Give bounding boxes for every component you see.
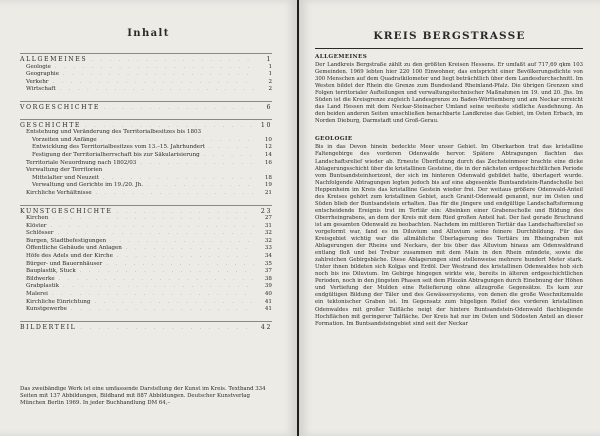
- toc-rule: [20, 205, 272, 206]
- toc-entry-page: 37: [264, 268, 272, 275]
- toc-entry-page: 35: [264, 260, 272, 267]
- toc-entry-page: 2: [268, 78, 272, 85]
- toc-leader-dots: [126, 245, 254, 253]
- toc-entry: [20, 56, 272, 64]
- toc-entry-label: Kirchliche Verhältnisse: [26, 189, 92, 196]
- toc-leader-dots: [55, 64, 254, 72]
- toc-entry: [20, 79, 272, 87]
- toc-entry: [20, 268, 272, 276]
- toc-entry: [20, 122, 272, 130]
- toc-leader-dots: [103, 175, 254, 183]
- toc-entry-page: 16: [264, 159, 272, 166]
- table-of-contents: [20, 52, 272, 331]
- toc-leader-dots: [209, 144, 254, 152]
- toc-leader-dots: [50, 223, 254, 231]
- toc-entry: [20, 129, 272, 137]
- toc-leader-dots: [96, 190, 254, 198]
- toc-leader-dots: [80, 268, 254, 276]
- toc-entry: [20, 144, 272, 152]
- toc-entry: [20, 223, 272, 231]
- toc-entry: [20, 245, 272, 253]
- toc-leader-dots: [63, 71, 254, 79]
- toc-leader-dots: [59, 276, 254, 284]
- toc-entry-label: VORGESCHICHTE: [20, 103, 100, 111]
- toc-leader-dots: [110, 238, 254, 246]
- toc-entry-page: 10: [264, 136, 272, 143]
- toc-entry-page: 21: [264, 189, 272, 196]
- toc-entry: [20, 104, 272, 112]
- toc-rule: [20, 53, 272, 54]
- toc-entry-label: Burgen, Stadtbefestigungen: [26, 237, 107, 244]
- toc-leader-dots: [104, 105, 254, 113]
- toc-entry: [20, 208, 272, 216]
- toc-leader-dots: [52, 215, 254, 223]
- toc-entry-label: Bürger- und Bauernhäuser: [26, 260, 103, 267]
- toc-entry-page: 1: [266, 56, 272, 63]
- publisher-note: Das zweibändige Werk ist eine umfassende Darstellung der Kunst im Kreis. Textband 334 Seiten mit 137 Abbildungen, Bildband mit 887 Abbildungen. Deutscher Kunstverlag München Berlin 1969. In jeder Buchhandlung DM 64,–: [20, 386, 266, 406]
- toc-leader-dots: [95, 299, 255, 307]
- toc-entry-page: 18: [264, 174, 272, 181]
- toc-entry: [20, 253, 272, 261]
- toc-rule: [20, 119, 272, 120]
- toc-entry: [20, 64, 272, 72]
- toc-entry-label: ALLGEMEINES: [20, 56, 88, 63]
- toc-entry: [20, 215, 272, 223]
- toc-entry: [20, 167, 272, 175]
- toc-entry: [20, 86, 272, 94]
- toc-entry-page: 23: [260, 207, 272, 215]
- toc-entry-label: Malerei: [26, 291, 48, 298]
- toc-entry: [20, 283, 272, 291]
- toc-entry-label: Verwaltung der Territorien: [26, 167, 103, 174]
- toc-entry-label: Entwicklung des Territorialbesitzes vom 13.–15. Jahrhundert: [32, 144, 206, 151]
- toc-entry-label: GESCHICHTE: [20, 121, 82, 129]
- toc-leader-dots: [147, 182, 254, 190]
- toc-entry-page: 1: [268, 71, 272, 78]
- toc-entry-label: Klöster: [26, 222, 47, 229]
- toc-entry-label: Bildwerke: [26, 275, 55, 282]
- toc-entry: [20, 152, 272, 160]
- toc-entry: [20, 291, 272, 299]
- section-heading-geologie: GEOLOGIE: [315, 136, 353, 143]
- toc-entry-page: 12: [264, 144, 272, 151]
- chapter-title: KREIS BERGSTRASSE: [373, 30, 526, 42]
- toc-entry-label: Schlösser: [26, 230, 54, 237]
- toc-entry: [20, 190, 272, 198]
- toc-entry-page: 33: [264, 245, 272, 252]
- toc-leader-dots: [52, 291, 254, 299]
- toc-entry-page: 39: [264, 283, 272, 290]
- toc-leader-dots: [80, 325, 254, 333]
- toc-entry-page: 19: [264, 182, 272, 189]
- section-text-geologie: Bis in das Devon hinein bedeckte Meer unser Gebiet. Im Oberkarbon trat das kristalline Faltengebirge des vorderen Odenwalde hervor. Spätere Abtragungen flachten das Landschaftsrelief wieder ab. Erneute Überflutung durch das Zechsteinmeer brachte eine dicke Ablagerungsschicht über die kristallinen Gesteine, die in der nächsten erdgeschichtlichen Periode vom Buntsandsteinhorizont, der sich im hinteren Odenwald gebildet hatte, überlagert wurde. Nachfolgende Abtragungen legten jedoch bis auf eine abgesenkte Buntsandstein-Randscholle bei Heppenheim im Kreis das kristalline Gestein wieder frei. Der weitaus größere Odenwald-Anteil des Kreises gehört zum kristallinen Gebiet, auch Granit-Odenwald genannt, nur im Osten und Süden blieb der Buntsandstein erhalten. Das für die jüngere und endgültige Landschaftsformung entscheidende Ereignis trat im Tertiär ein: Absinken einer Grabenscholle und Bildung des Oberrheingrabens, an dem der Kreis mit dem Ried großen Anteil hat. Der fast gerade Bruchrand ist am gesamten Odenwald zu beobachten. Nachdem im mittleren Tertiär das Landschaftsrelief so vorgeformt war, fand es im Diluvium und Alluvium seine feinere Durchbildung. Für das Kreisgebiet wichtig war die allmähliche Überlagerung des Tertiärs im Rheingraben mit Ablagerungen der Rheins und Neckars, der bis über das Alluvium hinaus am Odenwaldrand entlang floß und bei Trebur zusammen mit dem Main in den Rhein mündete, sowie die zahlreichen Gebirgsbäche. Diese Ablagerungen sind stellenweise mehrere hundert Meter stark. Unter ihnen bildeten sich Kolgas und Erdöl. Der Westrand des kristallinen Odenwaldes hob sich noch bis ins Diluvium. Im Gebirge hingegen wirkte wie, bereits in älteren erdgeschichtlichen Perioden, noch in den jüngsten Phasen seit dem Pliozän Abtragungen durch Einebnung der Höhen und Vertiefung der Mulden eine Reliefierung ohne allzugroße Gegensätze. Es kam zur endgültigen Bildung der Täler und des Gewässersystems, von denen die große Weschnitzmulde ein tektonischer Graben ist. Im Gegensatz zum hügeligen Relief des vorderen kristallinen Odenwaldes mit großer Talfläche neigt der hintere Buntsandstein-Odenwald flachliegende Hochflächen mit geringerer Talfläche. Der Kreis hat nur im Osten und Südosten Anteil an dieser Formation. Im Buntsandsteingebiet sind seit der Neckar: [315, 144, 583, 327]
- toc-entry-label: Bauplastik, Stuck: [26, 268, 76, 275]
- toc-entry-label: BILDERTEIL: [20, 323, 77, 331]
- chapter-body: [315, 48, 583, 328]
- toc-entry: [20, 71, 272, 79]
- toc-entry: [20, 137, 272, 145]
- toc-entry-label: Wirtschaft: [26, 86, 56, 93]
- toc-rule: [20, 101, 272, 102]
- toc-entry-label: Öffentliche Gebäude und Anlagen: [26, 245, 122, 252]
- toc-entry-page: 42: [260, 323, 272, 331]
- toc-entry-label: Kunstgewerbe: [26, 306, 67, 313]
- section-heading-allgemeines: ALLGEMEINES: [315, 54, 368, 60]
- toc-leader-dots: [117, 253, 254, 261]
- section-text-allgemeines: Der Landkreis Bergstraße zählt zu den größten Kreisen Hessens. Er umfaßt auf 717,69 qkm 103 Gemeinden. 1969 lebten hier 220 100 Einwohner, das entspricht einer Bevölkerungsdichte von 300 Menschen auf dem Quadratkilometer und liegt beträchtlich über dem Landesdurchschnitt. Im Westen bildet der Rhein die Grenze zum Bundesland Rheinland-Pfalz. Die übrigen Grenzen sind Folgen territorialer Aufteilungen und verwaltungstechnischer Maßnahmen im 19. und 20. Jhs. Im Süden ist die Kreisgrenze zugleich Landesgrenze zu Baden-Württemberg und am Neckar erreicht das Land Hessen mit dem Neckar-Steinacher Umland seine weiteste südliche Ausdehnung. An den beiden anderen Seiten umschließen benachbarte Landkreise das Gebiet, im Osten Erbach, im Norden Dieburg, Darmstadt und Groß-Gerau.: [315, 62, 583, 125]
- right-page: [299, 0, 600, 436]
- toc-entry-label: KUNSTGESCHICHTE: [20, 207, 113, 215]
- toc-leader-dots: [57, 230, 254, 238]
- toc-entry: [20, 324, 272, 332]
- toc-rule: [20, 321, 272, 322]
- toc-entry-page: 6: [266, 103, 272, 111]
- toc-entry-page: 41: [264, 298, 272, 305]
- toc-entry: [20, 261, 272, 269]
- toc-entry-label: Festigung der Territorialherrschaft bis zur Säkularisierung: [32, 151, 200, 158]
- toc-title: Inhalt: [127, 28, 170, 39]
- toc-entry-label: Grabplastik: [26, 283, 60, 290]
- toc-entry-label: Kirchliche Einrichtung: [26, 298, 91, 305]
- toc-entry: [20, 276, 272, 284]
- toc-entry-label: Kirchen: [26, 215, 49, 222]
- toc-entry-label: Entstehung und Veränderung des Territorialbesitzes bis 1803: [26, 129, 202, 136]
- section-rule: [315, 48, 583, 49]
- toc-entry-page: 32: [264, 237, 272, 244]
- toc-entry-label: Geologie: [26, 63, 51, 70]
- toc-entry-page: 10: [260, 121, 272, 129]
- toc-entry-page: 1: [268, 63, 272, 70]
- toc-entry-label: Geographie: [26, 71, 60, 78]
- toc-entry: [20, 299, 272, 307]
- toc-entry-page: 31: [264, 222, 272, 229]
- toc-entry-page: 14: [264, 151, 272, 158]
- toc-entry-page: 38: [264, 275, 272, 282]
- toc-entry-page: 27: [264, 215, 272, 222]
- toc-entry-label: Verkehr: [26, 78, 49, 85]
- toc-entry-label: Mittelalter und Neuzeit: [32, 174, 99, 181]
- toc-entry-page: 34: [264, 253, 272, 260]
- toc-entry-label: Vorzeiten und Anfänge: [32, 136, 97, 143]
- toc-entry: [20, 182, 272, 190]
- toc-leader-dots: [204, 152, 254, 160]
- toc-entry: [20, 160, 272, 168]
- toc-entry: [20, 306, 272, 314]
- toc-leader-dots: [101, 137, 254, 145]
- toc-leader-dots: [63, 283, 254, 291]
- toc-entry-page: 40: [264, 291, 272, 298]
- toc-leader-dots: [53, 79, 255, 87]
- toc-entry-page: 2: [268, 86, 272, 93]
- toc-entry-label: Territoriale Neuordnung nach 1802/03: [26, 159, 137, 166]
- toc-entry-page: 41: [264, 306, 272, 313]
- toc-leader-dots: [140, 160, 254, 168]
- toc-entry: [20, 175, 272, 183]
- toc-entry-label: Höfe des Adels und der Kirche: [26, 253, 113, 260]
- toc-leader-dots: [60, 86, 254, 94]
- toc-entry-label: Verwaltung und Gerichte im 19./20. Jh.: [32, 182, 144, 189]
- toc-leader-dots: [71, 306, 254, 314]
- toc-entry: [20, 230, 272, 238]
- toc-leader-dots: [106, 261, 254, 269]
- toc-entry-page: 32: [264, 230, 272, 237]
- left-page: [0, 0, 297, 436]
